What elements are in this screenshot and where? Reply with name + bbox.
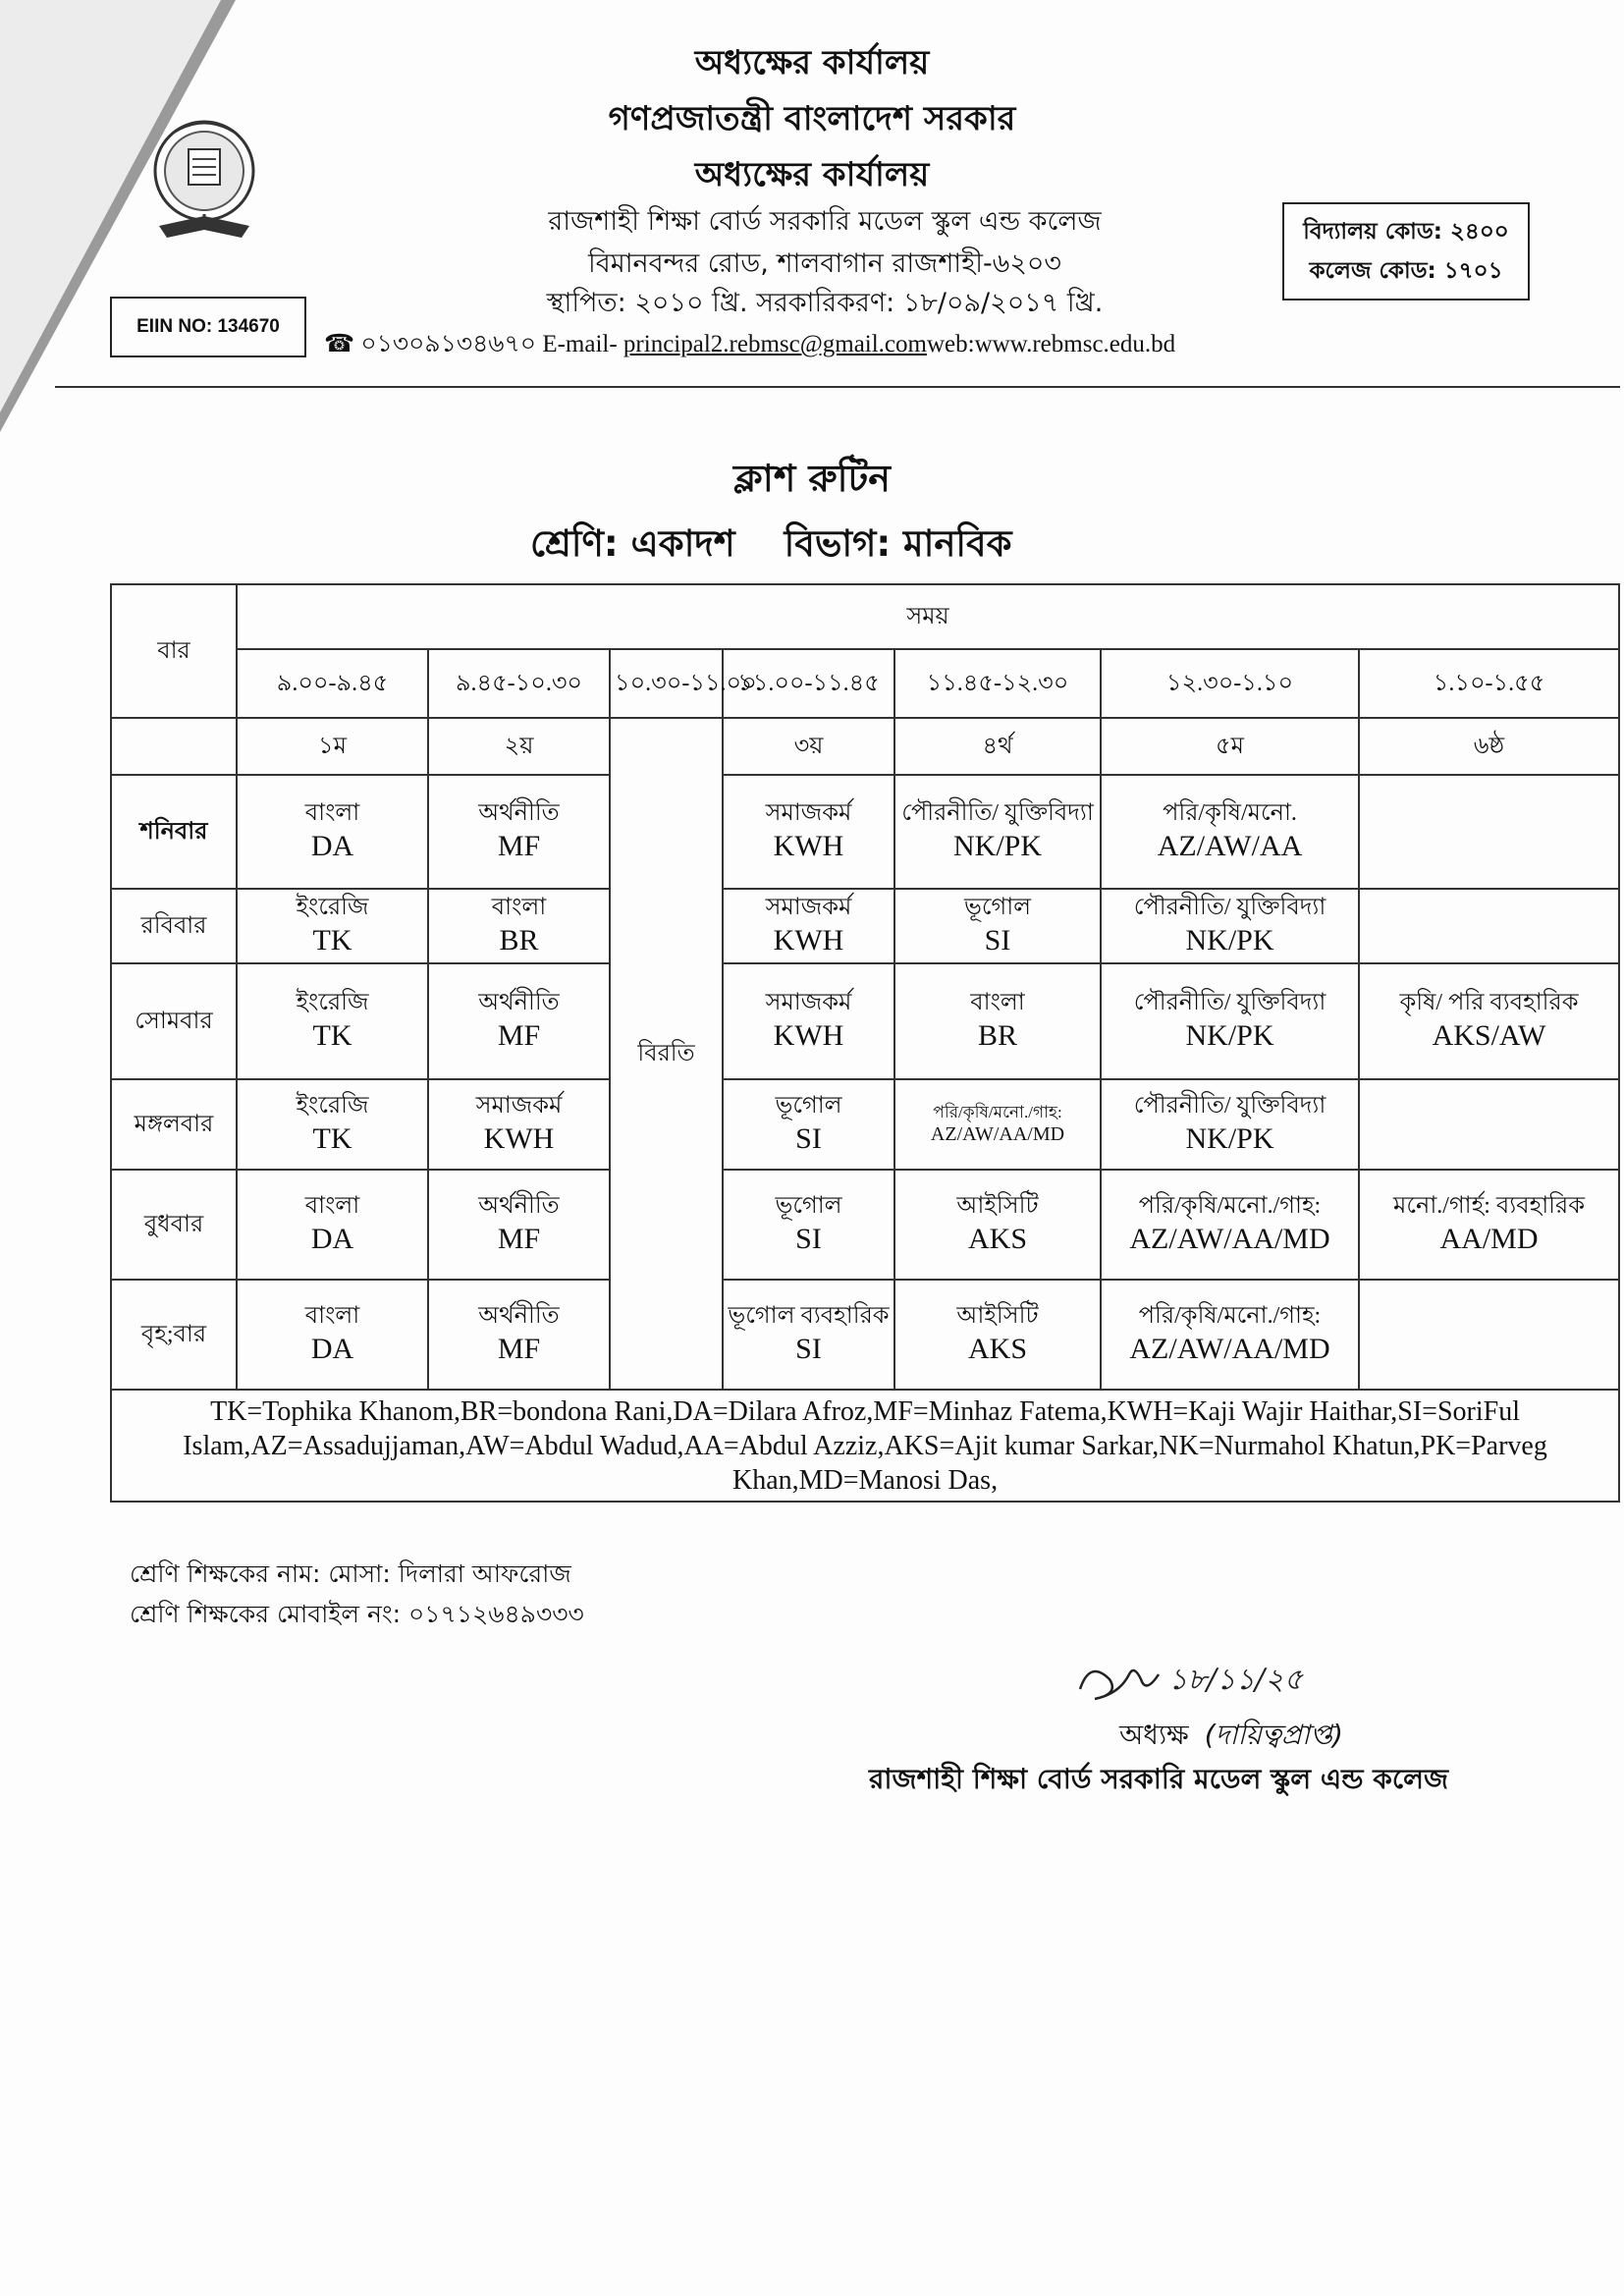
web-text: web:www.rebmsc.edu.bd — [926, 331, 1176, 357]
period-label: ২য় — [428, 718, 610, 775]
day-cell: মঙ্গলবার — [111, 1079, 237, 1170]
class-cell: পরি/কৃষি/মনো./গাহ: AZ/AW/AA/MD — [1101, 1170, 1359, 1280]
class-cell: ইংরেজি TK — [237, 889, 428, 963]
period-label: ১ম — [237, 718, 428, 775]
time-slot: ১১.০০-১১.৪৫ — [723, 649, 894, 718]
class-cell: ভূগোল SI — [723, 1079, 894, 1170]
eiin-box: EIIN NO: 134670 — [110, 297, 306, 357]
break-cell: বিরতি — [610, 718, 723, 1390]
class-cell: অর্থনীতি MF — [428, 1170, 610, 1280]
page-title: ক্লাশ রুটিন — [733, 457, 891, 500]
institution-name: রাজশাহী শিক্ষা বোর্ড সরকারি মডেল স্কুল এন্ড কলেজ — [869, 1763, 1449, 1795]
teacher-legend: TK=Tophika Khanom,BR=bondona Rani,DA=Dilara Afroz,MF=Minhaz Fatema,KWH=Kaji Wajir Haithar,SI=SoriFul Islam,AZ=Assadujjaman,AW=Abdul Wadud,AA=Abdul Azziz,AKS=Ajit kumar Sarkar,NK=Nurmahol Khatun,PK=Parveg Khan,MD=Manosi Das, — [111, 1390, 1619, 1502]
period-label: ৬ষ্ঠ — [1359, 718, 1619, 775]
principal-signature — [1070, 1650, 1404, 1719]
class-cell — [1359, 775, 1619, 889]
class-cell: ইংরেজি TK — [237, 963, 428, 1079]
period-label: ৩য় — [723, 718, 894, 775]
class-cell: বাংলা BR — [428, 889, 610, 963]
contact-line — [324, 324, 1175, 366]
class-teacher-mobile: শ্রেণি শিক্ষকের মোবাইল নং: ০১৭১২৬৪৯৩৩৩ — [130, 1600, 584, 1628]
class-cell: সমাজকর্ম KWH — [723, 889, 894, 963]
class-cell: পৌরনীতি/ যুক্তিবিদ্যা NK/PK — [1101, 889, 1359, 963]
class-department-line — [530, 515, 1060, 576]
table-row — [111, 1280, 1619, 1390]
principal-note: (দায়িত্বপ্রাপ্ত) — [1204, 1719, 1343, 1751]
table-row — [111, 889, 1619, 963]
government-title: গণপ্রজাতন্ত্রী বাংলাদেশ সরকার — [608, 99, 1016, 138]
class-cell: ভূগোল ব্যবহারিক SI — [723, 1280, 894, 1390]
class-cell: সমাজকর্ম KWH — [723, 963, 894, 1079]
class-cell: সমাজকর্ম KWH — [428, 1079, 610, 1170]
period-label: ৪র্থ — [894, 718, 1101, 775]
class-cell: অর্থনীতি MF — [428, 963, 610, 1079]
class-cell: মনো./গার্হ: ব্যবহারিক AA/MD — [1359, 1170, 1619, 1280]
college-code: কলেজ কোড: ১৭০১ — [1309, 258, 1503, 284]
class-cell: পরি/কৃষি/মনো./গাহ: AZ/AW/AA/MD — [894, 1079, 1101, 1170]
office-title: অধ্যক্ষের কার্যালয় — [694, 43, 930, 82]
svg-text:১৮/১১/২৫: ১৮/১১/২৫ — [1168, 1663, 1304, 1697]
class-cell: বাংলা DA — [237, 1170, 428, 1280]
table-row — [111, 1170, 1619, 1280]
class-cell: অর্থনীতি MF — [428, 775, 610, 889]
time-slot: ৯.০০-৯.৪৫ — [237, 649, 428, 718]
established-info: স্থাপিত: ২০১০ খ্রি. সরকারিকরণ: ১৮/০৯/২০১৭ খ্রি. — [546, 288, 1104, 318]
principal-label: অধ্যক্ষ — [1119, 1719, 1189, 1751]
school-name: রাজশাহী শিক্ষা বোর্ড সরকারি মডেল স্কুল এন্ড কলেজ — [548, 206, 1102, 237]
class-cell: কৃষি/ পরি ব্যবহারিক AKS/AW — [1359, 963, 1619, 1079]
class-cell: পৌরনীতি/ যুক্তিবিদ্যা NK/PK — [894, 775, 1101, 889]
office-title-secondary: অধ্যক্ষের কার্যালয় — [694, 155, 930, 194]
day-header: বার — [111, 584, 237, 718]
school-code: বিদ্যালয় কোড: ২৪০০ — [1303, 219, 1509, 245]
header-divider — [55, 386, 1620, 388]
time-slot: ১১.৪৫-১২.৩০ — [894, 649, 1101, 718]
table-row — [111, 963, 1619, 1079]
class-cell: পৌরনীতি/ যুক্তিবিদ্যা NK/PK — [1101, 963, 1359, 1079]
class-cell: আইসিটি AKS — [894, 1170, 1101, 1280]
class-cell: পৌরনীতি/ যুক্তিবিদ্যা NK/PK — [1101, 1079, 1359, 1170]
class-label: শ্রেণি: একাদশ — [530, 522, 735, 565]
class-cell — [1359, 889, 1619, 963]
time-slot: ৯.৪৫-১০.৩০ — [428, 649, 610, 718]
day-cell: রবিবার — [111, 889, 237, 963]
table-row — [111, 775, 1619, 889]
day-cell: সোমবার — [111, 963, 237, 1079]
day-cell: বুধবার — [111, 1170, 237, 1280]
class-cell — [1359, 1079, 1619, 1170]
table-row — [111, 1079, 1619, 1170]
class-cell: বাংলা BR — [894, 963, 1101, 1079]
day-cell: শনিবার — [111, 775, 237, 889]
time-slot: ১.১০-১.৫৫ — [1359, 649, 1619, 718]
school-address: বিমানবন্দর রোড, শালবাগান রাজশাহী-৬২০৩ — [587, 248, 1061, 279]
class-cell: বাংলা DA — [237, 775, 428, 889]
class-cell: ভূগোল SI — [723, 1170, 894, 1280]
class-teacher-name: শ্রেণি শিক্ষকের নাম: মোসা: দিলারা আফরোজ — [130, 1559, 571, 1588]
class-routine-table — [110, 583, 1620, 1503]
time-slot: ১২.৩০-১.১০ — [1101, 649, 1359, 718]
class-cell: ভূগোল SI — [894, 889, 1101, 963]
institution-codes-box — [1282, 202, 1530, 301]
department-label: বিভাগ: মানবিক — [784, 522, 1012, 565]
class-cell: বাংলা DA — [237, 1280, 428, 1390]
class-cell: পরি/কৃষি/মনো. AZ/AW/AA — [1101, 775, 1359, 889]
class-cell: অর্থনীতি MF — [428, 1280, 610, 1390]
email-link[interactable]: principal2.rebmsc@gmail.com — [623, 331, 927, 357]
time-header: সময় — [237, 584, 1619, 649]
class-cell: সমাজকর্ম KWH — [723, 775, 894, 889]
class-cell: পরি/কৃষি/মনো./গাহ: AZ/AW/AA/MD — [1101, 1280, 1359, 1390]
empty-cell — [111, 718, 237, 775]
class-cell: আইসিটি AKS — [894, 1280, 1101, 1390]
phone-text: ☎ ০১৩০৯১৩৪৬৭০ E-mail- — [324, 331, 623, 357]
class-cell — [1359, 1280, 1619, 1390]
class-cell: ইংরেজি TK — [237, 1079, 428, 1170]
time-slot: ১০.৩০-১১.০০ — [610, 649, 723, 718]
day-cell: বৃহ;বার — [111, 1280, 237, 1390]
period-label: ৫ম — [1101, 718, 1359, 775]
principal-designation — [1119, 1714, 1343, 1760]
